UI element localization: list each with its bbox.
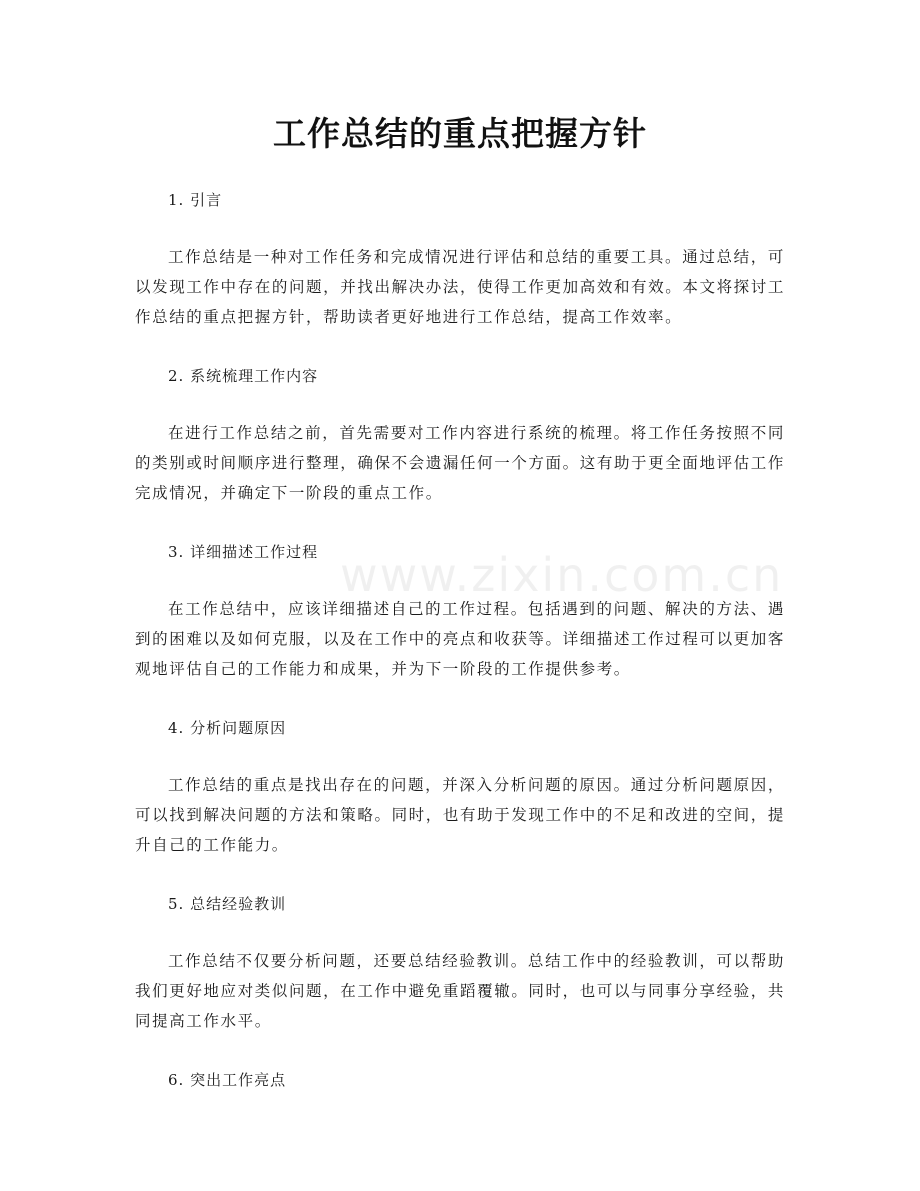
section-paragraph: 在工作总结中，应该详细描述自己的工作过程。包括遇到的问题、解决的方法、遇到的困难以及如何克服，以及在工作中的亮点和收获等。详细描述工作过程可以更加客观地评估自己的工作能力和成果，并为下一阶段的工作提供参考。 bbox=[135, 600, 785, 678]
section-heading: 4. 分析问题原因 bbox=[168, 719, 287, 737]
section-heading: 1. 引言 bbox=[168, 191, 223, 209]
section-heading: 6. 突出工作亮点 bbox=[168, 1071, 287, 1089]
section-3 bbox=[135, 538, 785, 714]
section-heading: 3. 详细描述工作过程 bbox=[168, 543, 319, 561]
document-body bbox=[135, 186, 785, 1094]
section-2 bbox=[135, 362, 785, 538]
watermark: www.zixin.com.cn bbox=[340, 548, 784, 602]
section-paragraph: 在进行工作总结之前，首先需要对工作内容进行系统的梳理。将工作任务按照不同的类别或时间顺序进行整理，确保不会遗漏任何一个方面。这有助于更全面地评估工作完成情况，并确定下一阶段的重点工作。 bbox=[135, 424, 785, 502]
section-5 bbox=[135, 890, 785, 1066]
section-6 bbox=[135, 1066, 785, 1094]
section-4 bbox=[135, 714, 785, 890]
section-paragraph: 工作总结不仅要分析问题，还要总结经验教训。总结工作中的经验教训，可以帮助我们更好地应对类似问题，在工作中避免重蹈覆辙。同时，也可以与同事分享经验，共同提高工作水平。 bbox=[135, 952, 785, 1030]
section-paragraph: 工作总结是一种对工作任务和完成情况进行评估和总结的重要工具。通过总结，可以发现工作中存在的问题，并找出解决办法，使得工作更加高效和有效。本文将探讨工作总结的重点把握方针，帮助读者更好地进行工作总结，提高工作效率。 bbox=[135, 248, 785, 326]
section-paragraph: 工作总结的重点是找出存在的问题，并深入分析问题的原因。通过分析问题原因，可以找到解决问题的方法和策略。同时，也有助于发现工作中的不足和改进的空间，提升自己的工作能力。 bbox=[135, 776, 785, 854]
section-heading: 2. 系统梳理工作内容 bbox=[168, 367, 319, 385]
document-title: 工作总结的重点把握方针 bbox=[273, 114, 647, 153]
section-1 bbox=[135, 186, 785, 362]
section-heading: 5. 总结经验教训 bbox=[168, 895, 287, 913]
